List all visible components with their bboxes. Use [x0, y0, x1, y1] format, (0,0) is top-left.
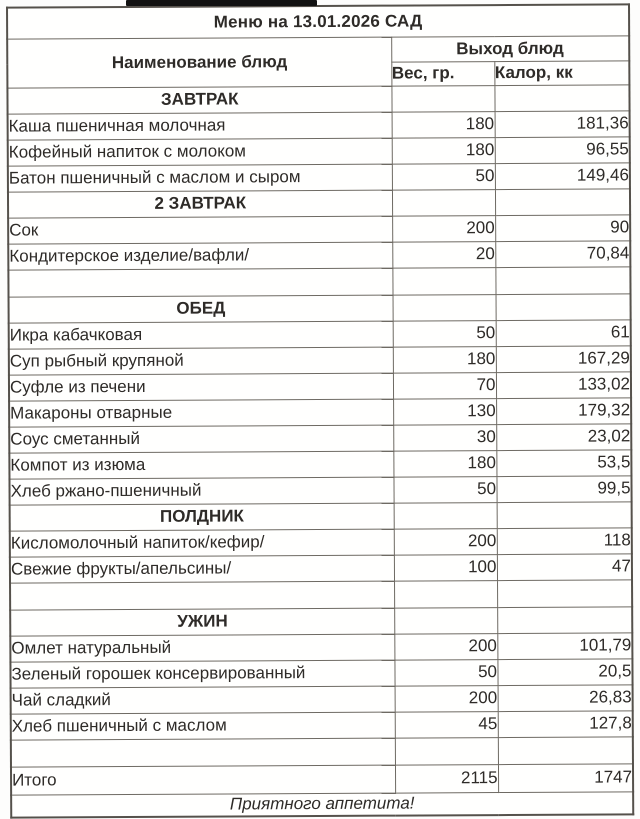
dish-name: Суп рыбный крупяной [9, 347, 393, 375]
menu-item-row [9, 424, 631, 453]
weight-value: 100 [394, 555, 497, 582]
dish-name: Зеленый горошек консервированный [10, 660, 394, 688]
calories-value [497, 502, 632, 529]
section-header: ЗАВТРАК [7, 86, 391, 114]
menu-table-body [7, 85, 633, 818]
calories-value [498, 737, 633, 765]
weight-value: 70 [393, 373, 496, 400]
empty-row [8, 267, 630, 297]
menu-item-row [11, 711, 633, 740]
calories-value: 179,32 [496, 398, 631, 425]
section-row [9, 294, 631, 323]
footer-message: Приятного аппетита! [11, 792, 633, 818]
weight-value [394, 503, 497, 530]
weight-value [391, 86, 494, 113]
calories-value: 61 [496, 320, 631, 347]
weight-value: 50 [394, 660, 497, 687]
calories-value: 47 [497, 554, 632, 581]
calories-value [495, 267, 630, 295]
calories-value: 70,84 [495, 241, 630, 268]
weight-value [394, 608, 497, 635]
section-row [8, 189, 630, 218]
calories-value: 53,5 [496, 450, 631, 477]
weight-value: 180 [392, 138, 495, 165]
menu-item-row [11, 685, 633, 714]
dish-name: Чай сладкий [11, 686, 395, 714]
calories-value [497, 607, 632, 634]
dish-name: Батон пшеничный с маслом и сыром [8, 164, 392, 192]
dish-name: Кондитерское изделие/вафли/ [8, 242, 392, 270]
menu-item-row [10, 528, 632, 557]
dish-name: Хлеб пшеничный с маслом [11, 712, 395, 740]
menu-item-row [9, 346, 631, 375]
dish-name [8, 268, 392, 297]
weight-value [392, 190, 495, 217]
weight-value [392, 268, 495, 296]
header-row-1 [7, 36, 629, 64]
calories-value: 23,02 [496, 424, 631, 451]
empty-row [11, 737, 633, 767]
scan-artifact-mark [126, 0, 317, 6]
menu-item-row [8, 163, 630, 192]
menu-item-row [10, 659, 632, 688]
section-header: ПОЛДНИК [10, 503, 394, 531]
weight-value: 200 [394, 634, 497, 661]
calories-value: 96,55 [495, 137, 630, 164]
section-header: ОБЕД [9, 295, 393, 323]
column-header-name: Наименование блюд [7, 37, 391, 88]
calories-value: 1747 [498, 764, 633, 793]
weight-value [394, 581, 497, 609]
total-row [11, 764, 633, 795]
menu-table-wrapper [6, 3, 634, 818]
weight-value: 50 [392, 164, 495, 191]
calories-value [494, 85, 629, 112]
calories-value [496, 294, 631, 321]
section-header: 2 ЗАВТРАК [8, 190, 392, 218]
menu-item-row [10, 554, 632, 583]
weight-value: 180 [393, 347, 496, 374]
menu-item-row [9, 450, 631, 479]
menu-item-row [10, 633, 632, 662]
menu-item-row [8, 111, 630, 140]
weight-value: 200 [394, 529, 497, 556]
dish-name: Компот из изюма [9, 451, 393, 479]
column-header-calories: Калор, кк [494, 61, 629, 86]
weight-value: 180 [392, 112, 495, 139]
dish-name: Итого [11, 765, 395, 795]
menu-item-row [9, 320, 631, 349]
dish-name: Кисломолочный напиток/кефир/ [10, 529, 394, 557]
dish-name: Хлеб ржано-пшеничный [9, 477, 393, 505]
calories-value [495, 189, 630, 216]
calories-value: 90 [495, 215, 630, 242]
dish-name: Суфле из печени [9, 373, 393, 401]
calories-value: 149,46 [495, 163, 630, 190]
calories-value [497, 580, 632, 608]
weight-value: 180 [393, 451, 496, 478]
column-header-weight: Вес, гр. [391, 62, 494, 87]
weight-value [395, 738, 498, 766]
dish-name: Свежие фрукты/апельсины/ [10, 555, 394, 583]
calories-value: 20,5 [497, 659, 632, 686]
menu-item-row [9, 476, 631, 505]
menu-item-row [8, 215, 630, 244]
dish-name: Сок [8, 216, 392, 244]
weight-value: 200 [392, 216, 495, 243]
weight-value [393, 295, 496, 322]
menu-item-row [9, 398, 631, 427]
dish-name: Соус сметанный [9, 425, 393, 453]
empty-row [10, 580, 632, 610]
calories-value: 101,79 [497, 633, 632, 660]
calories-value: 181,36 [495, 111, 630, 138]
section-row [10, 502, 632, 531]
menu-item-row [8, 241, 630, 270]
weight-value: 30 [393, 425, 496, 452]
column-header-output-group: Выход блюд [391, 36, 629, 62]
calories-value: 167,29 [496, 346, 631, 373]
dish-name: Икра кабачковая [9, 321, 393, 349]
section-row [10, 607, 632, 636]
calories-value: 118 [497, 528, 632, 555]
weight-value: 200 [395, 686, 498, 713]
section-header: УЖИН [10, 608, 394, 636]
menu-item-row [9, 372, 631, 401]
dish-name [10, 581, 394, 610]
page-title: Меню на 13.01.2026 САД [7, 4, 629, 39]
footer-row [11, 792, 633, 818]
menu-table [6, 3, 634, 818]
dish-name: Омлет натуральный [10, 634, 394, 662]
calories-value: 133,02 [496, 372, 631, 399]
dish-name: Каша пшеничная молочная [8, 112, 392, 140]
dish-name [11, 738, 395, 767]
calories-value: 127,8 [498, 711, 633, 738]
calories-value: 26,83 [498, 685, 633, 712]
weight-value: 45 [395, 712, 498, 739]
weight-value: 50 [393, 477, 496, 504]
title-row [7, 4, 629, 39]
weight-value: 130 [393, 399, 496, 426]
dish-name: Макароны отварные [9, 399, 393, 427]
weight-value: 2115 [395, 765, 498, 794]
section-row [7, 85, 629, 114]
weight-value: 50 [393, 321, 496, 348]
dish-name: Кофейный напиток с молоком [8, 138, 392, 166]
weight-value: 20 [392, 242, 495, 269]
menu-item-row [8, 137, 630, 166]
calories-value: 99,5 [496, 476, 631, 503]
